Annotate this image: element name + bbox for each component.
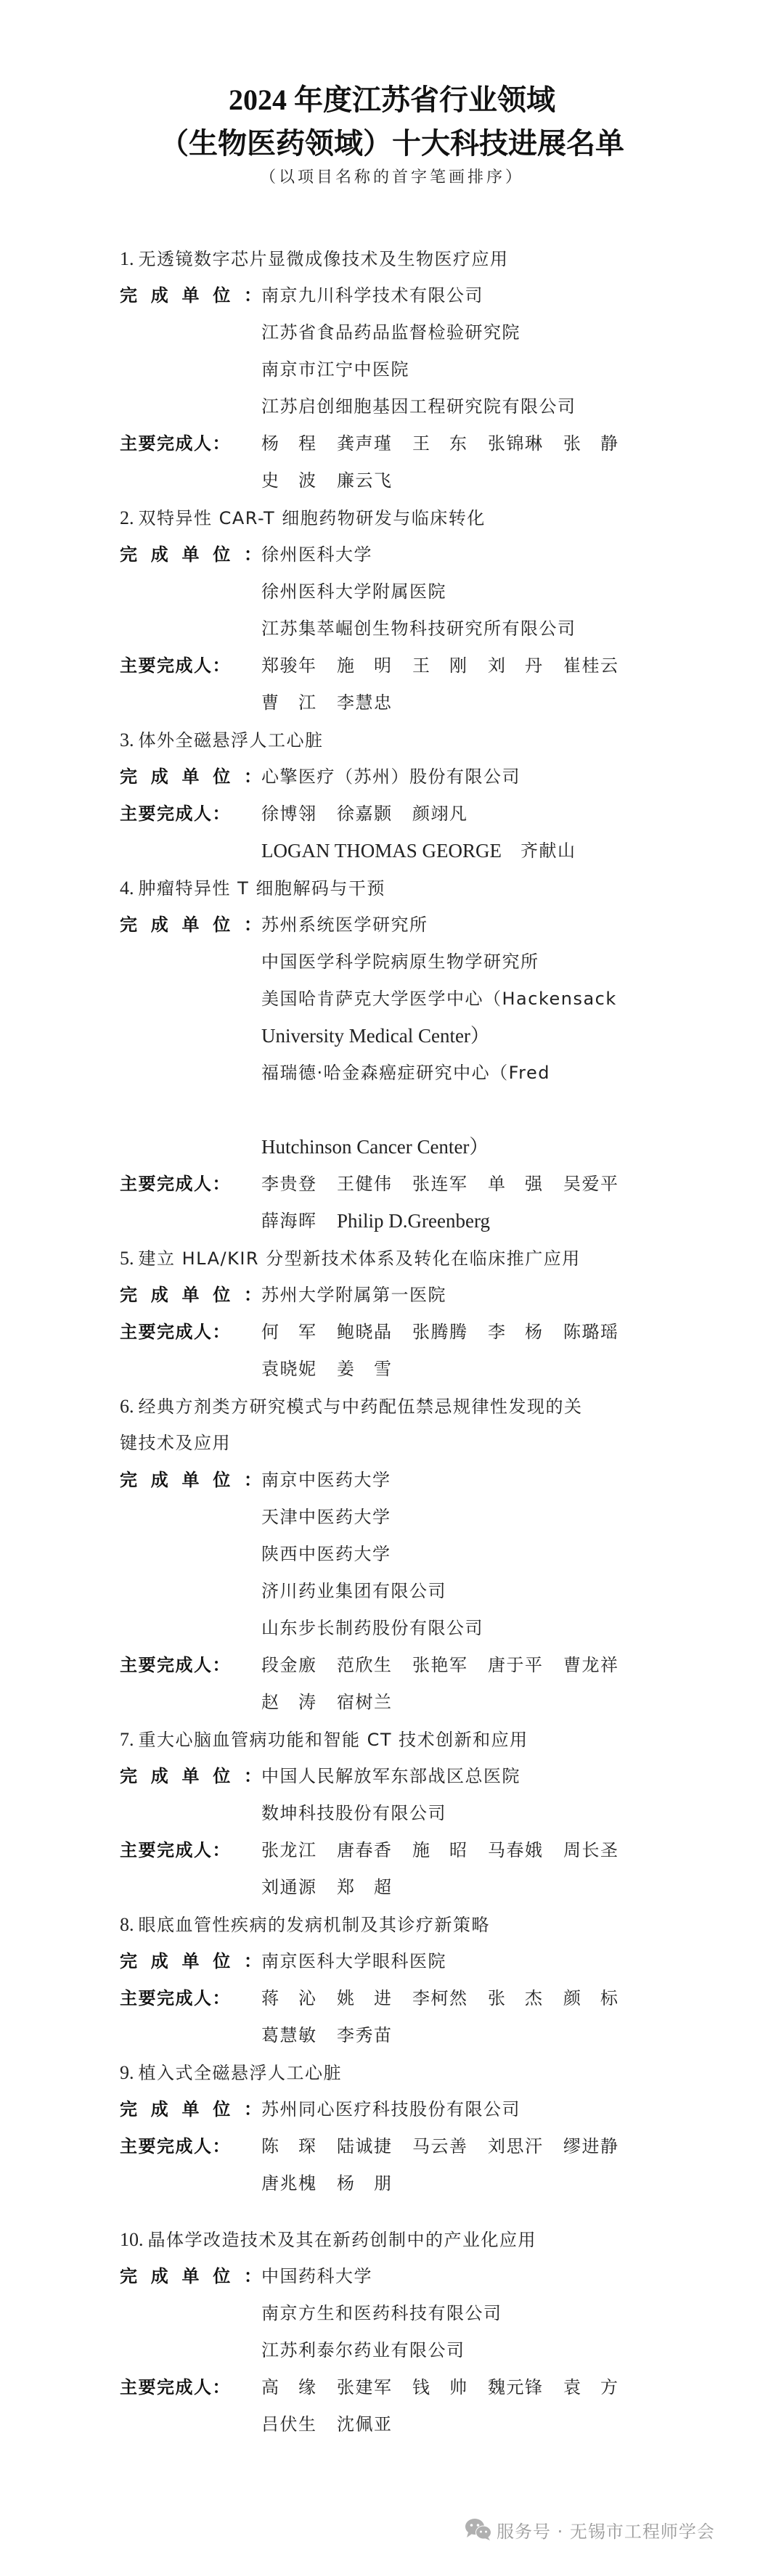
project-item — [120, 721, 744, 870]
person-name: 刘思汗 — [488, 2136, 544, 2156]
person-name: 姜 雪 — [337, 1359, 393, 1379]
unit-name: 徐州医科大学附属医院 — [261, 581, 446, 602]
project-title — [120, 870, 744, 907]
project-list — [120, 240, 744, 2443]
unit-name: 济川药业集团有限公司 — [261, 1581, 446, 1601]
person-name: 袁 方 — [563, 2377, 619, 2397]
unit-name: 南京方生和医药科技有限公司 — [261, 2303, 502, 2323]
unit-name: 心擎医疗（苏州）股份有限公司 — [261, 766, 520, 787]
persons-row — [120, 2128, 744, 2165]
persons-label: 主要完成人： — [120, 1988, 231, 2008]
persons-list — [261, 1869, 412, 1906]
project-title — [120, 1906, 744, 1943]
person-name: 陈 琛 — [261, 2136, 317, 2156]
units-label: 完 成 单 位 ： — [120, 1285, 261, 1305]
project-item — [120, 1388, 744, 1721]
unit-name: 中国药科大学 — [261, 2266, 372, 2286]
unit-name: 江苏集萃崛创生物科技研究所有限公司 — [261, 618, 576, 639]
project-title — [120, 499, 744, 536]
person-name: 郑 超 — [337, 1877, 393, 1897]
person-name: 张 杰 — [488, 1988, 544, 2008]
persons-row — [120, 462, 744, 499]
unit-name: 陕西中医药大学 — [261, 1544, 391, 1564]
person-name: 王健伟 — [337, 1174, 393, 1194]
persons-label: 主要完成人： — [120, 433, 231, 454]
persons-row — [120, 684, 744, 721]
project-item — [120, 870, 744, 1240]
unit-name: 中国医学科学院病原生物学研究所 — [261, 952, 539, 972]
persons-row — [120, 425, 744, 462]
unit-name: 江苏启创细胞基因工程研究院有限公司 — [261, 396, 576, 417]
person-name: 段金廒 — [261, 1655, 317, 1675]
units-label: 完 成 单 位 ： — [120, 2266, 261, 2286]
person-name: 李慧忠 — [337, 692, 393, 713]
project-title — [120, 2221, 744, 2258]
person-name: 廉云飞 — [337, 470, 393, 491]
project-number: 6. — [120, 1396, 134, 1417]
project-title-text: 重大心脑血管病功能和智能 CT 技术创新和应用 — [138, 1730, 528, 1750]
person-name: 龚声瑾 — [337, 433, 393, 454]
unit-row — [120, 981, 744, 1018]
person-name: 魏元锋 — [488, 2377, 544, 2397]
person-name: 范欣生 — [337, 1655, 393, 1675]
project-title — [120, 240, 744, 277]
unit-row — [120, 2258, 744, 2295]
unit-row — [120, 1277, 744, 1314]
unit-row — [120, 1758, 744, 1795]
unit-row — [120, 573, 744, 610]
person-name: 宿树兰 — [337, 1692, 393, 1712]
project-number: 2. — [120, 507, 134, 528]
person-name: 刘通源 — [261, 1877, 317, 1897]
persons-row — [120, 1351, 744, 1388]
unit-name: 江苏利泰尔药业有限公司 — [261, 2340, 465, 2360]
unit-row — [120, 1055, 744, 1092]
person-name: 刘 丹 — [488, 655, 544, 676]
person-name: 张锦琳 — [488, 433, 544, 454]
project-title-text: 晶体学改造技术及其在新药创制中的产业化应用 — [147, 2230, 536, 2250]
persons-row — [120, 2406, 744, 2443]
units-label: 完 成 单 位 ： — [120, 766, 261, 787]
persons-list — [261, 1647, 639, 1684]
persons-row — [120, 1869, 744, 1906]
persons-row — [120, 647, 744, 684]
person-name: 唐春香 — [337, 1840, 393, 1860]
unit-row — [120, 2091, 744, 2128]
person-name: 王 东 — [412, 433, 468, 454]
persons-list — [261, 647, 639, 684]
project-item — [120, 1721, 744, 1906]
unit-row — [120, 314, 744, 351]
persons-list — [261, 462, 412, 499]
project-number: 8. — [120, 1914, 134, 1935]
person-name: 单 强 — [488, 1174, 544, 1194]
unit-name: 中国人民解放军东部战区总医院 — [261, 1766, 520, 1786]
persons-row — [120, 2017, 744, 2054]
unit-row — [120, 388, 744, 425]
person-name: 张龙江 — [261, 1840, 317, 1860]
person-name: 崔桂云 — [563, 655, 619, 676]
project-title — [120, 1388, 744, 1425]
person-name: 蒋 沁 — [261, 1988, 317, 2008]
person-name: 徐博翎 — [261, 804, 317, 824]
page-title-line1: 2024 年度江苏省行业领域 — [229, 83, 555, 116]
project-title-text: 建立 HLA/KIR 分型新技术体系及转化在临床推广应用 — [138, 1248, 581, 1269]
person-name: Philip D.Greenberg — [337, 1210, 490, 1232]
person-name: 唐于平 — [488, 1655, 544, 1675]
project-item — [120, 499, 744, 721]
project-title — [120, 1721, 744, 1758]
unit-name: 南京中医药大学 — [261, 1470, 391, 1490]
person-name: 施 明 — [337, 655, 393, 676]
person-name: 齐献山 — [520, 841, 576, 861]
person-name: 李秀苗 — [337, 2025, 393, 2045]
person-name: 徐嘉颢 — [337, 804, 393, 824]
unit-row — [120, 1462, 744, 1499]
unit-row — [120, 351, 744, 388]
units-label: 完 成 单 位 ： — [120, 285, 261, 306]
person-name: 陈璐瑶 — [563, 1322, 619, 1342]
persons-row — [120, 1314, 744, 1351]
units-label: 完 成 单 位 ： — [120, 2099, 261, 2119]
project-title — [120, 1425, 744, 1462]
project-title-text: 体外全磁悬浮人工心脏 — [138, 730, 324, 751]
units-label: 完 成 单 位 ： — [120, 1951, 261, 1971]
project-number: 5. — [120, 1248, 134, 1269]
unit-row — [120, 1943, 744, 1980]
project-title-text: 键技术及应用 — [120, 1433, 231, 1453]
section-spacer — [120, 2202, 744, 2221]
project-title-text: 眼底血管性疾病的发病机制及其诊疗新策略 — [138, 1915, 490, 1935]
unit-row — [120, 1092, 744, 1129]
unit-name: 江苏省食品药品监督检验研究院 — [261, 322, 520, 343]
persons-row — [120, 1647, 744, 1684]
project-title — [120, 721, 744, 759]
project-item — [120, 1906, 744, 2054]
person-name: 杨 朋 — [337, 2173, 393, 2193]
unit-row — [120, 1018, 744, 1055]
page-title-line2: （生物医药领域）十大科技进展名单 — [160, 127, 624, 160]
persons-row — [120, 1166, 744, 1203]
person-name: 颜 标 — [563, 1988, 619, 2008]
person-name: 唐兆槐 — [261, 2173, 317, 2193]
unit-name: 苏州同心医疗科技股份有限公司 — [261, 2099, 520, 2119]
project-item — [120, 240, 744, 499]
unit-row — [120, 907, 744, 944]
person-name: 吕伏生 — [261, 2414, 317, 2434]
persons-list — [261, 2165, 412, 2202]
persons-list — [261, 1203, 509, 1240]
persons-row — [120, 2165, 744, 2202]
unit-row — [120, 1536, 744, 1573]
persons-label: 主要完成人： — [120, 1655, 231, 1675]
person-name: 李柯然 — [412, 1988, 468, 2008]
unit-row — [120, 1795, 744, 1832]
person-name: 陆诚捷 — [337, 2136, 393, 2156]
person-name: 鲍晓晶 — [337, 1322, 393, 1342]
person-name: 钱 帅 — [412, 2377, 468, 2397]
person-name: 缪进静 — [563, 2136, 619, 2156]
persons-list — [261, 1166, 639, 1203]
person-name: 周长圣 — [563, 1840, 619, 1860]
unit-row — [120, 759, 744, 796]
persons-list — [261, 1684, 412, 1721]
unit-row — [120, 1129, 744, 1166]
persons-row — [120, 2369, 744, 2406]
units-label: 完 成 单 位 ： — [120, 1470, 261, 1490]
unit-name: 徐州医科大学 — [261, 544, 372, 565]
project-item — [120, 2221, 744, 2443]
persons-list — [261, 684, 412, 721]
unit-row — [120, 536, 744, 573]
project-title-text: 无透镜数字芯片显微成像技术及生物医疗应用 — [138, 249, 509, 269]
unit-name: 福瑞德·哈金森癌症研究中心（Fred — [261, 1063, 551, 1083]
unit-row — [120, 1499, 744, 1536]
person-name: 张连军 — [412, 1174, 468, 1194]
unit-row — [120, 1610, 744, 1647]
person-name: 沈佩亚 — [337, 2414, 393, 2434]
unit-name: Hutchinson Cancer Center） — [261, 1136, 489, 1158]
persons-list — [261, 1314, 639, 1351]
person-name: 薛海晖 — [261, 1211, 317, 1231]
person-name: 高 缘 — [261, 2377, 317, 2397]
project-title-text: 双特异性 CAR-T 细胞药物研发与临床转化 — [138, 508, 486, 528]
persons-row — [120, 1203, 744, 1240]
unit-name: 美国哈肯萨克大学医学中心（Hackensack — [261, 989, 617, 1009]
person-name: 葛慧敏 — [261, 2025, 317, 2045]
unit-name: 南京市江宁中医院 — [261, 359, 409, 380]
units-label: 完 成 单 位 ： — [120, 544, 261, 565]
person-name: 曹 江 — [261, 692, 317, 713]
unit-name: 苏州大学附属第一医院 — [261, 1285, 446, 1305]
persons-label: 主要完成人： — [120, 2136, 231, 2156]
persons-row — [120, 833, 744, 870]
project-title-text: 植入式全磁悬浮人工心脏 — [138, 2063, 342, 2083]
persons-label: 主要完成人： — [120, 804, 231, 824]
persons-list — [261, 2017, 412, 2054]
persons-list — [261, 2406, 412, 2443]
unit-name: 山东步长制药股份有限公司 — [261, 1618, 483, 1638]
persons-list — [261, 1832, 639, 1869]
person-name: 曹龙祥 — [563, 1655, 619, 1675]
persons-list — [261, 1351, 412, 1388]
footer-attribution — [465, 2517, 715, 2542]
person-name: 郑骏年 — [261, 655, 317, 676]
persons-label: 主要完成人： — [120, 2377, 231, 2397]
persons-list — [261, 2128, 639, 2165]
project-number: 1. — [120, 248, 134, 269]
unit-row — [120, 277, 744, 314]
unit-name: 南京九川科学技术有限公司 — [261, 285, 483, 306]
unit-row — [120, 610, 744, 647]
project-number: 9. — [120, 2062, 134, 2083]
units-label: 完 成 单 位 ： — [120, 1766, 261, 1786]
unit-row — [120, 2295, 744, 2332]
persons-label: 主要完成人： — [120, 1174, 231, 1194]
persons-row — [120, 1980, 744, 2017]
person-name: 杨 程 — [261, 433, 317, 454]
unit-row — [120, 1573, 744, 1610]
project-title-text: 肿瘤特异性 T 细胞解码与干预 — [138, 878, 385, 899]
person-name: 马春娥 — [488, 1840, 544, 1860]
unit-name: University Medical Center） — [261, 1025, 490, 1047]
persons-label: 主要完成人： — [120, 1322, 231, 1342]
project-item — [120, 1240, 744, 1388]
person-name: 施 昭 — [412, 1840, 468, 1860]
persons-list — [261, 425, 639, 462]
person-name: 何 军 — [261, 1322, 317, 1342]
unit-row — [120, 2332, 744, 2369]
person-name: 赵 涛 — [261, 1692, 317, 1712]
project-item — [120, 2054, 744, 2202]
footer-text: 服务号 · 无锡市工程师学会 — [497, 2521, 715, 2542]
page-subtitle: （以项目名称的首字笔画排序） — [259, 168, 524, 187]
wechat-icon — [465, 2518, 492, 2541]
persons-list — [261, 2369, 639, 2406]
person-name: 李贵登 — [261, 1174, 317, 1194]
persons-label: 主要完成人： — [120, 655, 231, 676]
person-name: 袁晓妮 — [261, 1359, 317, 1379]
persons-list — [261, 1980, 639, 2017]
project-number: 7. — [120, 1729, 134, 1750]
project-title — [120, 2054, 744, 2091]
project-title-text: 经典方剂类方研究模式与中药配伍禁忌规律性发现的关 — [138, 1397, 583, 1417]
unit-row — [120, 944, 744, 981]
person-name: 颜翊凡 — [412, 804, 468, 824]
person-name: 马云善 — [412, 2136, 468, 2156]
persons-list — [261, 833, 596, 870]
project-number: 10. — [120, 2229, 144, 2250]
person-name: 李 杨 — [488, 1322, 544, 1342]
person-name: 张腾腾 — [412, 1322, 468, 1342]
project-title — [120, 1240, 744, 1277]
persons-row — [120, 1684, 744, 1721]
person-name: 姚 进 — [337, 1988, 393, 2008]
unit-name: 南京医科大学眼科医院 — [261, 1951, 446, 1971]
unit-name: 天津中医药大学 — [261, 1507, 391, 1527]
person-name: LOGAN THOMAS GEORGE — [261, 840, 502, 862]
person-name: 张 静 — [563, 433, 619, 454]
person-name: 史 波 — [261, 470, 317, 491]
project-number: 4. — [120, 878, 134, 899]
person-name: 王 刚 — [412, 655, 468, 676]
persons-row — [120, 1832, 744, 1869]
person-name: 吴爱平 — [563, 1174, 619, 1194]
unit-name: 苏州系统医学研究所 — [261, 915, 428, 935]
persons-label: 主要完成人： — [120, 1840, 231, 1860]
project-number: 3. — [120, 729, 134, 751]
person-name: 张建军 — [337, 2377, 393, 2397]
person-name: 张艳军 — [412, 1655, 468, 1675]
persons-list — [261, 796, 488, 833]
units-label: 完 成 单 位 ： — [120, 915, 261, 935]
persons-row — [120, 796, 744, 833]
unit-name: 数坤科技股份有限公司 — [261, 1803, 446, 1823]
